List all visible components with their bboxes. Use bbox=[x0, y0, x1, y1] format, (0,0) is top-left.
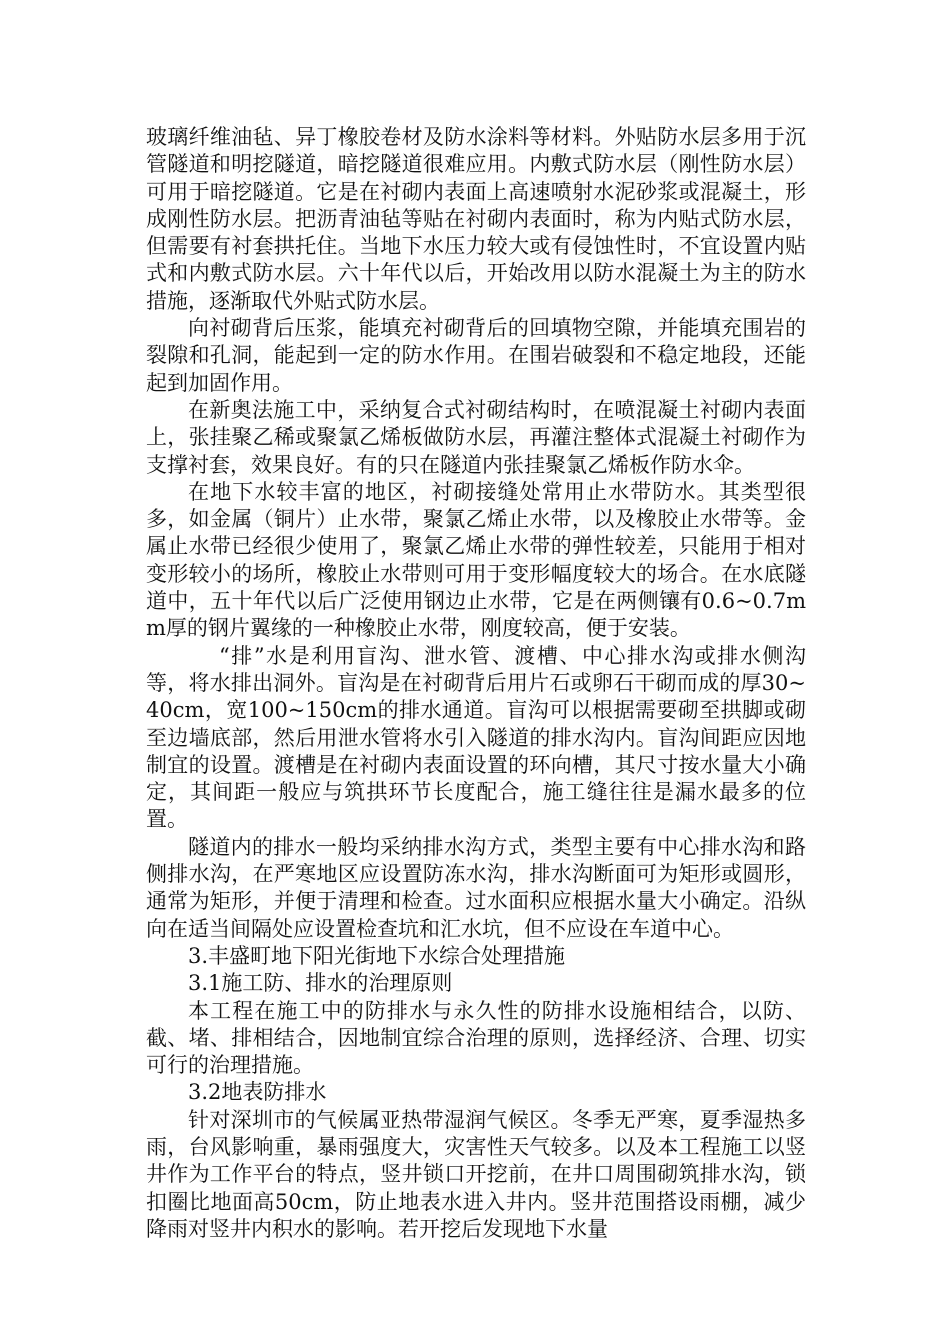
document-page bbox=[146, 124, 806, 1243]
section-heading-3-1: 3.1施工防、排水的治理原则 bbox=[188, 971, 453, 996]
paragraph-surface-drainage: 针对深圳市的气候属亚热带湿润气候区。冬季无严寒，夏季湿热多雨，台风影响重，暴雨强度大，灾害性天气较多。以及本工程施工以竖井作为工作平台的特点，竖井锁口开挖前，在井口周围砌筑排水沟，锁扣圈比地面高50cm，防止地表水进入井内。竖井范围搭设雨棚，减少降雨对竖井内积水的影响。若开挖后发现地下水量 bbox=[146, 1107, 806, 1241]
section-heading-3: 3.丰盛町地下阳光街地下水综合处理措施 bbox=[188, 943, 566, 968]
paragraph-waterstop: 在地下水较丰富的地区，衬砌接缝处常用止水带防水。其类型很多，如金属（铜片）止水带，聚氯乙烯止水带，以及橡胶止水带等。金属止水带已经很少使用了，聚氯乙烯止水带的弹性较差，只能用于相对变形较小的场所，橡胶止水带则可用于变形幅度较大的场合。在水底隧道中，五十年代以后广泛使用钢边止水带，它是在两侧镶有0.6~0.7mm厚的钢片翼缘的一种橡胶止水带，刚度较高，便于安装。 bbox=[146, 479, 806, 641]
paragraph-drainage: “排”水是利用盲沟、泄水管、渡槽、中心排水沟或排水侧沟等，将水排出洞外。盲沟是在衬砌背后用片石或卵石干砌而成的厚30~40cm，宽100~150cm的排水通道。盲沟可以根据需要砌至拱脚或砌至边墙底部，然后用泄水管将水引入隧道的排水沟内。盲沟间距应因地制宜的设置。渡槽是在衬砌内表面设置的环向槽，其尺寸按水量大小确定，其间距一般应与筑拱环节长度配合，施工缝往往是漏水最多的位置。 bbox=[146, 643, 806, 832]
paragraph-waterproof-layers: 玻璃纤维油毡、异丁橡胶卷材及防水涂料等材料。外贴防水层多用于沉管隧道和明挖隧道，暗挖隧道很难应用。内敷式防水层（刚性防水层）可用于暗挖隧道。它是在衬砌内表面上高速喷射水泥砂浆或混凝土，形成刚性防水层。把沥青油毡等贴在衬砌内表面时，称为内贴式防水层，但需要有衬套拱托住。当地下水压力较大或有侵蚀性时，不宜设置内贴式和内敷式防水层。六十年代以后，开始改用以防水混凝土为主的防水措施，逐渐取代外贴式防水层。 bbox=[146, 125, 806, 313]
paragraph-natm-lining: 在新奥法施工中，采纳复合式衬砌结构时，在喷混凝土衬砌内表面上，张挂聚乙稀或聚氯乙烯板做防水层，再灌注整体式混凝土衬砌作为支撑衬套，效果良好。有的只在隧道内张挂聚氯乙烯板作防水伞。 bbox=[146, 397, 806, 477]
paragraph-principles: 本工程在施工中的防排水与永久性的防排水设施相结合，以防、截、堵、排相结合，因地制宜综合治理的原则，选择经济、合理、切实可行的治理措施。 bbox=[146, 998, 806, 1078]
paragraph-grouting: 向衬砌背后压浆，能填充衬砌背后的回填物空隙，并能填充围岩的裂隙和孔洞，能起到一定的防水作用。在围岩破裂和不稳定地段，还能起到加固作用。 bbox=[146, 316, 806, 395]
section-heading-3-2: 3.2地表防排水 bbox=[188, 1080, 327, 1105]
paragraph-drain-ditch: 隧道内的排水一般均采纳排水沟方式，类型主要有中心排水沟和路侧排水沟，在严寒地区应设置防冻水沟，排水沟断面可为矩形或圆形，通常为矩形，并便于清理和检查。过水面积应根据水量大小确定。沿纵向在适当间隔处应设置检查坑和汇水坑，但不应设在车道中心。 bbox=[146, 834, 806, 941]
